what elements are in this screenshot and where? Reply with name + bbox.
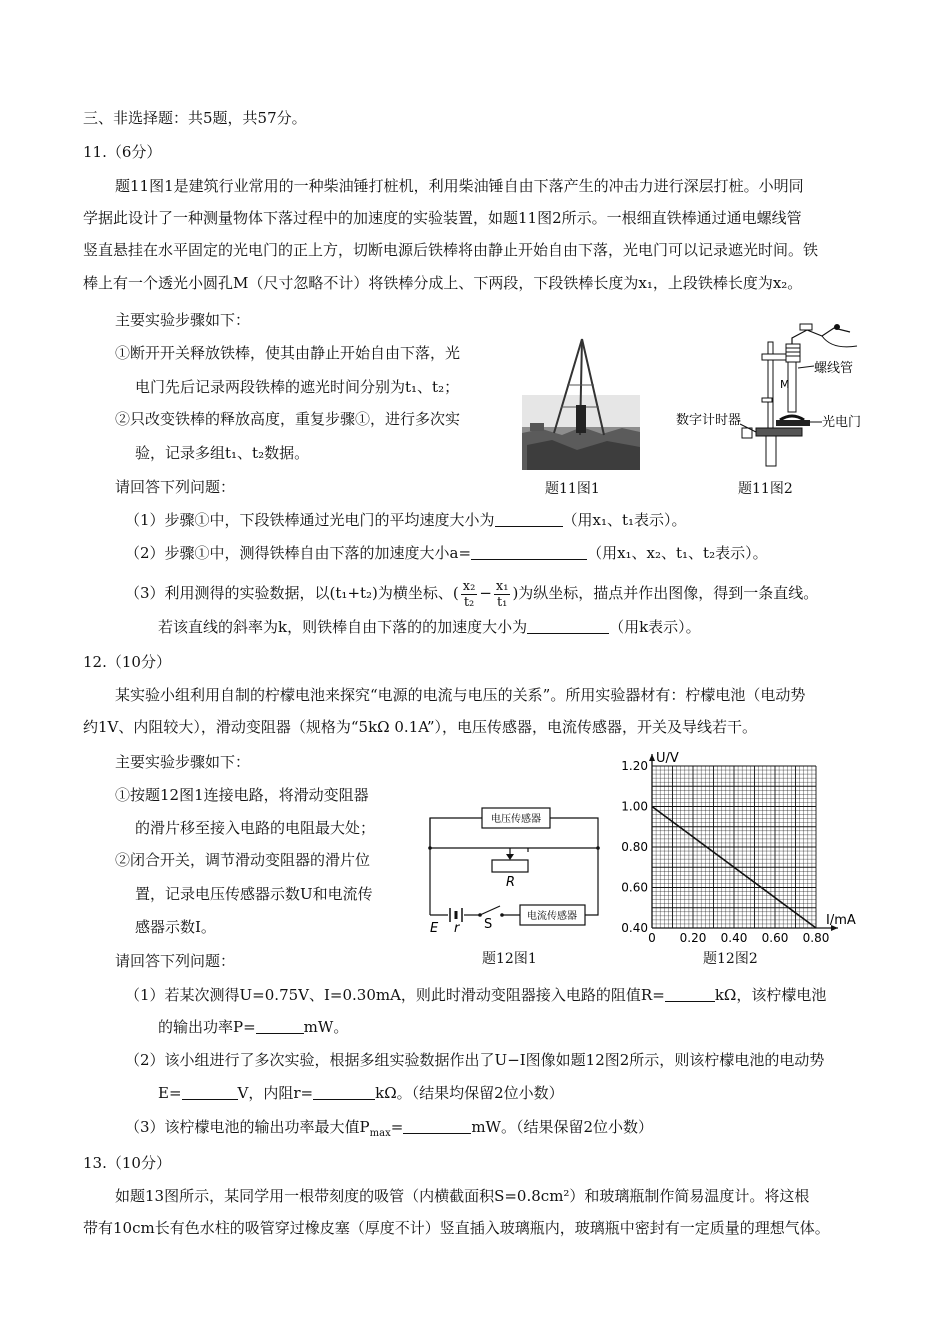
q11-sub3 bbox=[125, 575, 818, 611]
q11-sub1-tail: （用x₁、t₁表示）。 bbox=[562, 511, 687, 529]
y-tick-label: 0.60 bbox=[621, 880, 648, 895]
q13-line: 带有10cm长有色水柱的吸管穿过橡皮塞（厚度不计）竖直插入玻璃瓶内，玻璃瓶中密封有一定质量的理想气体。 bbox=[83, 1219, 830, 1237]
q11-step: 电门先后记录两段铁棒的遮光时间分别为t₁、t₂； bbox=[135, 378, 460, 396]
solenoid-label: 螺线管 bbox=[814, 361, 854, 376]
fig11-1-caption: 题11图1 bbox=[545, 481, 600, 497]
q11-sub2-tail: （用x₁、x₂、t₁、t₂表示）。 bbox=[587, 544, 768, 562]
q12-sub2: （2）该小组进行了多次实验，根据多组实验数据作出了U−I图像如题12图2所示，则该柠檬电池的电动势 bbox=[125, 1051, 825, 1069]
answer-blank[interactable] bbox=[182, 1085, 238, 1100]
q12-intro-line: 约1V、内阻较大），滑动变阻器（规格为“5kΩ 0.1A”），电压传感器，电流传感器，开关及导线若干。 bbox=[83, 718, 758, 736]
x-tick-label: 0.20 bbox=[679, 931, 707, 945]
q12-sub3-tail: mW。（结果保留2位小数） bbox=[471, 1118, 653, 1136]
y-axis-label: U/V bbox=[656, 751, 679, 766]
apparatus-diagram bbox=[672, 316, 872, 470]
q12-sub1-line2 bbox=[158, 1017, 348, 1037]
hole-label: M bbox=[780, 378, 790, 391]
x-tick-label: 0 bbox=[648, 931, 656, 945]
q11-sub3-tail: )为纵坐标，描点并作出图像，得到一条直线。 bbox=[512, 584, 819, 602]
timer-label: 数字计时器 bbox=[676, 413, 742, 428]
emf-label: E bbox=[430, 921, 439, 936]
q12-sub2-line2 bbox=[158, 1083, 564, 1103]
q12-sub1-line2-tail: mW。 bbox=[303, 1018, 349, 1036]
q11-sub2-text: （2）步骤①中，测得铁棒自由下落的加速度大小a= bbox=[125, 544, 472, 562]
q11-step: 验，记录多组t₁、t₂数据。 bbox=[135, 444, 310, 462]
answer-blank[interactable] bbox=[256, 1019, 304, 1034]
circuit-diagram bbox=[420, 800, 610, 940]
q12-sub2-emf-text: E= bbox=[158, 1084, 182, 1102]
q12-sub1-line2-text: 的输出功率P= bbox=[158, 1018, 256, 1036]
q12-step: ①按题12图1连接电路，将滑动变阻器 bbox=[115, 786, 369, 804]
q12-header: 12.（10分） bbox=[83, 653, 171, 671]
switch-label: S bbox=[484, 917, 493, 932]
answer-blank[interactable] bbox=[527, 619, 609, 634]
y-tick-label: 0.40 bbox=[621, 921, 648, 935]
voltage-sensor-label: 电压传感器 bbox=[491, 814, 541, 825]
minus-sign: − bbox=[479, 584, 492, 602]
y-tick-label: 1.00 bbox=[621, 799, 648, 814]
answer-blank[interactable] bbox=[403, 1119, 471, 1134]
q12-sub2-r-text: V，内阻r= bbox=[237, 1084, 314, 1102]
q11-sub3-line2 bbox=[158, 617, 701, 637]
answer-blank[interactable] bbox=[665, 987, 715, 1002]
frac-numerator: x₂ bbox=[462, 578, 476, 594]
current-sensor-label: 电流传感器 bbox=[527, 911, 577, 922]
q12-sub2-tail: kΩ。（结果均保留2位小数） bbox=[375, 1084, 564, 1102]
q11-sub1 bbox=[125, 510, 687, 530]
q11-sub1-text: （1）步骤①中，下段铁棒通过光电门的平均速度大小为 bbox=[125, 511, 495, 529]
q13-header: 13.（10分） bbox=[83, 1154, 171, 1172]
q11-steps-title: 主要实验步骤如下： bbox=[115, 311, 251, 329]
q11-sub3-line2-text: 若该直线的斜率为k，则铁棒自由下落的的加速度大小为 bbox=[158, 618, 528, 636]
fig12-2-caption: 题12图2 bbox=[703, 951, 758, 967]
q12-sub3-text: （3）该柠檬电池的输出功率最大值P bbox=[125, 1118, 370, 1136]
q12-sub1-tail: kΩ，该柠檬电池 bbox=[714, 986, 827, 1004]
q11-sub3-text: （3）利用测得的实验数据，以(t₁+t₂)为横坐标、( bbox=[125, 584, 459, 602]
q12-answer-prompt: 请回答下列问题： bbox=[115, 952, 236, 970]
q11-step: ①断开开关释放铁棒，使其由静止开始自由下落，光 bbox=[115, 344, 461, 362]
q11-step: ②只改变铁棒的释放高度，重复步骤①，进行多次实 bbox=[115, 410, 461, 428]
q13-line: 如题13图所示，某同学用一根带刻度的吸管（内横截面积S=0.8cm²）和玻璃瓶制作简易温度计。将这根 bbox=[115, 1187, 810, 1205]
y-axis-arrow bbox=[649, 754, 655, 761]
internal-r-label: r bbox=[454, 921, 460, 936]
x-tick-label: 0.40 bbox=[720, 931, 748, 945]
fig12-1-caption: 题12图1 bbox=[482, 951, 537, 967]
q12-sub3 bbox=[125, 1117, 653, 1144]
q11-answer-prompt: 请回答下列问题： bbox=[115, 478, 236, 496]
q12-intro-line: 某实验小组利用自制的柠檬电池来探究“电源的电流与电压的关系”。所用实验器材有：柠檬电池（电动势 bbox=[115, 686, 806, 704]
q12-steps-title: 主要实验步骤如下： bbox=[115, 753, 251, 771]
answer-blank[interactable] bbox=[471, 545, 587, 560]
q12-sub1-text: （1）若某次测得U=0.75V、I=0.30mA，则此时滑动变阻器接入电路的阻值R= bbox=[125, 986, 665, 1004]
q12-step: 感器示数I。 bbox=[135, 918, 216, 936]
q12-step: 的滑片移至接入电路的电阻最大处； bbox=[135, 819, 376, 837]
q11-intro-line: 题11图1是建筑行业常用的一种柴油锤打桩机，利用柴油锤自由下落产生的冲击力进行深层打桩。小明同 bbox=[115, 177, 804, 195]
x-axis-label: I/mA bbox=[826, 913, 856, 928]
x-tick-label: 0.60 bbox=[761, 931, 789, 945]
q12-step: 置，记录电压传感器示数U和电流传 bbox=[135, 885, 373, 903]
u-i-chart bbox=[610, 750, 875, 950]
q11-sub2 bbox=[125, 543, 768, 563]
pile-driver-photo bbox=[522, 335, 640, 470]
q12-step: ②闭合开关，调节滑动变阻器的滑片位 bbox=[115, 851, 371, 869]
fraction bbox=[494, 579, 511, 610]
q12-sub3-subscript: max bbox=[369, 1128, 391, 1139]
q11-intro-line: 学据此设计了一种测量物体下落过程中的加速度的实验装置，如题11图2所示。一根细直铁棒通过通电螺线管 bbox=[83, 209, 802, 227]
section-title: 三、非选择题：共5题，共57分。 bbox=[83, 109, 307, 127]
frac-denominator: t₂ bbox=[463, 594, 475, 610]
answer-blank[interactable] bbox=[495, 512, 563, 527]
q11-header: 11.（6分） bbox=[83, 143, 162, 161]
x-tick-label: 0.80 bbox=[802, 931, 830, 945]
y-tick-label: 0.80 bbox=[621, 840, 648, 854]
fig11-2-caption: 题11图2 bbox=[738, 481, 793, 497]
frac-denominator: t₁ bbox=[496, 594, 508, 610]
q11-intro-line: 棒上有一个透光小圆孔M（尺寸忽略不计）将铁棒分成上、下两段，下段铁棒长度为x₁，上段铁棒长度为x₂。 bbox=[83, 274, 803, 292]
y-tick-label: 1.20 bbox=[621, 759, 648, 773]
photogate-label: 光电门 bbox=[822, 415, 862, 430]
q11-sub3-line2-tail: （用k表示）。 bbox=[609, 618, 701, 636]
q12-sub3-equals: = bbox=[390, 1118, 404, 1136]
answer-blank[interactable] bbox=[313, 1085, 375, 1100]
q11-intro-line: 竖直悬挂在水平固定的光电门的正上方，切断电源后铁棒将由静止开始自由下落，光电门可以记录遮光时间。铁 bbox=[83, 241, 819, 259]
frac-numerator: x₁ bbox=[495, 578, 509, 594]
fraction bbox=[461, 579, 478, 610]
q12-sub1 bbox=[125, 985, 826, 1005]
resistor-label: R bbox=[506, 875, 516, 890]
